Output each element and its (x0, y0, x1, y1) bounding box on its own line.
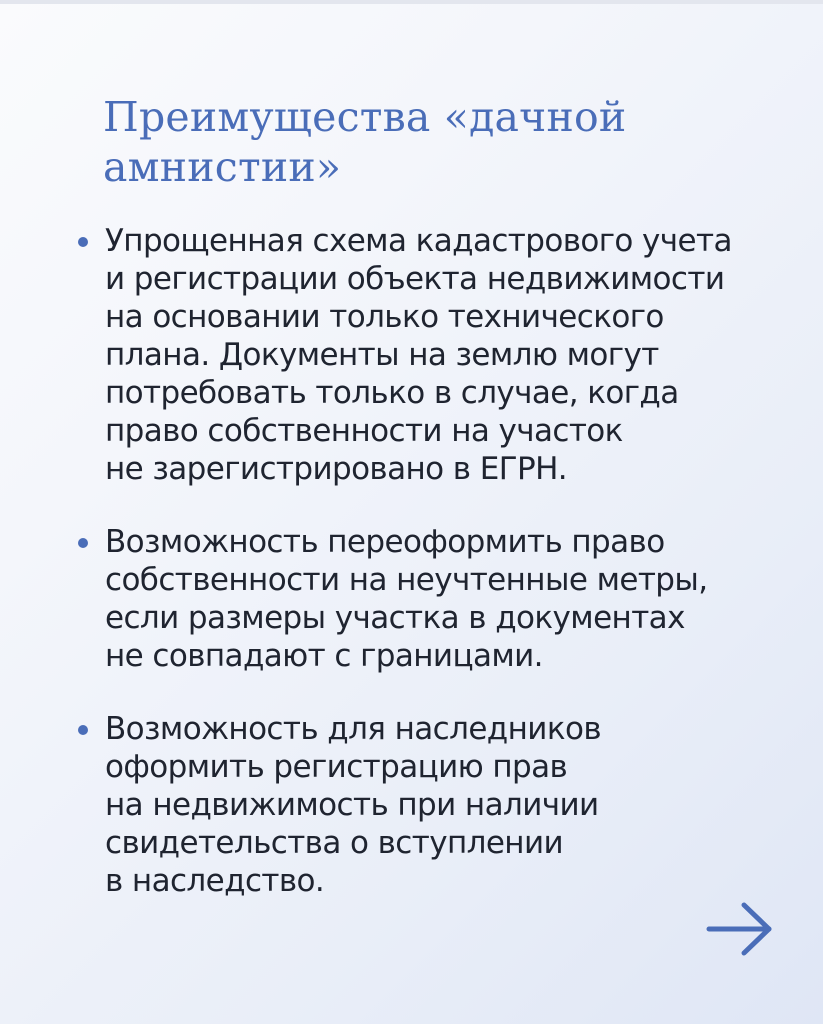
title-line-1: Преимущества «дачной (103, 93, 627, 141)
benefits-list (74, 222, 764, 900)
benefit-item-simplified-registration (74, 222, 764, 488)
benefit-line: не совпадают с границами. (105, 638, 543, 674)
page-title (103, 92, 743, 192)
benefit-line: право собственности на участок (105, 413, 623, 449)
benefit-line: Возможность переоформить право (105, 524, 665, 560)
benefit-line: плана. Документы на землю могут (105, 337, 659, 373)
title-line-2: амнистии» (103, 143, 342, 191)
benefit-item-heirs (74, 710, 764, 900)
bullet-icon (78, 237, 88, 247)
bullet-icon (78, 725, 88, 735)
bullet-icon (78, 538, 88, 548)
arrow-right-icon[interactable] (706, 900, 774, 958)
benefit-line: собственности на неучтенные метры, (105, 562, 708, 598)
benefit-line: и регистрации объекта недвижимости (105, 261, 725, 297)
benefit-line: на основании только технического (105, 299, 664, 335)
benefit-line: оформить регистрацию прав (105, 749, 568, 785)
benefit-line: свидетельства о вступлении (105, 825, 564, 861)
benefit-line: потребовать только в случае, когда (105, 375, 679, 411)
benefit-line: если размеры участка в документах (105, 600, 685, 636)
benefit-line: Возможность для наследников (105, 711, 602, 747)
benefit-line: не зарегистрировано в ЕГРН. (105, 451, 568, 487)
benefit-item-reregister-meters (74, 523, 764, 675)
arrow-right-glyph (706, 900, 774, 958)
benefit-line: Упрощенная схема кадастрового учета (105, 223, 732, 259)
benefit-line: на недвижимость при наличии (105, 787, 599, 823)
benefit-line: в наследство. (105, 863, 325, 899)
